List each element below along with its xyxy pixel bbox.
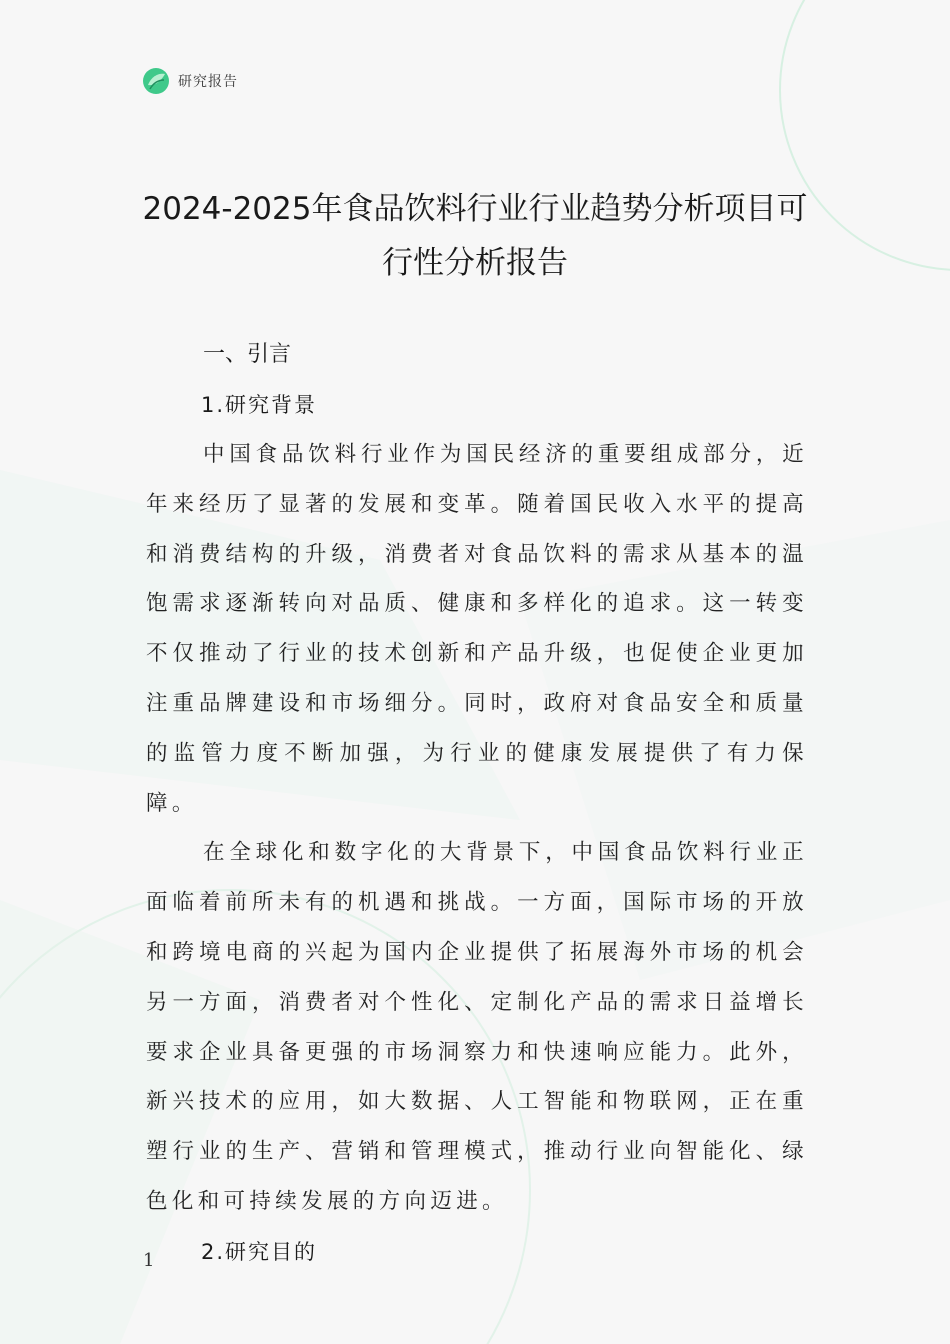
subsection-heading-background: 1.研究背景 bbox=[201, 393, 318, 417]
section-heading-introduction: 一、引言 bbox=[203, 342, 292, 367]
paragraph: 中国食品饮料行业作为国民经济的重要组成部分，近年来经历了显著的发展和变革。随着国民收入水平的提高和消费结构的升级，消费者对食品饮料的需求从基本的温饱需求逐渐转向对品质、健康和多样化的追求。这一转变不仅推动了行业的技术创新和产品升级，也促使企业更加注重品牌建设和市场细分。同时，政府对食品安全和质量的监管力度不断加强，为行业的健康发展提供了有力保障。 bbox=[146, 442, 808, 816]
paragraph: 在全球化和数字化的大背景下，中国食品饮料行业正面临着前所未有的机遇和挑战。一方面，国际市场的开放和跨境电商的兴起为国内企业提供了拓展海外市场的机会另一方面，消费者对个性化、定制化产品的需求日益增长要求企业具备更强的市场洞察力和快速响应能力。此外，新兴技术的应用，如大数据、人工智能和物联网，正在重塑行业的生产、营销和管理模式，推动行业向智能化、绿色化和可持续发展的方向迈进。 bbox=[146, 840, 808, 1214]
document-title: 2024-2025年食品饮料行业行业趋势分析项目可行性分析报告 bbox=[142, 191, 808, 281]
report-leaf-logo-icon bbox=[142, 67, 170, 95]
page-number: 1 bbox=[143, 1250, 155, 1271]
header-label: 研究报告 bbox=[178, 74, 238, 90]
document-header bbox=[142, 66, 238, 96]
subsection-heading-purpose: 2.研究目的 bbox=[201, 1239, 318, 1264]
document-body bbox=[146, 330, 808, 1277]
